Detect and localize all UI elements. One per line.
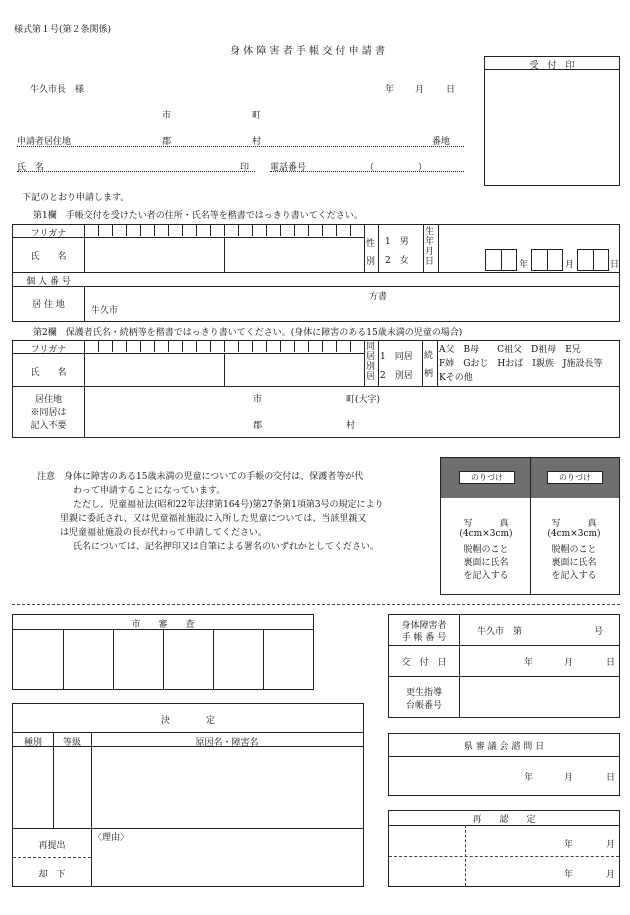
reception-stamp-box <box>484 56 620 186</box>
furigana-cell[interactable] <box>210 225 211 236</box>
photo-right-5: を記入する <box>551 571 597 581</box>
furigana-cell[interactable] <box>182 341 183 352</box>
page-title: 身 体 障 害 者 手 帳 交 付 申 請 書 <box>230 46 385 57</box>
decision-title: 決 定 <box>160 716 215 726</box>
address-mura: 村 <box>252 137 262 147</box>
sex-label: 性別 <box>366 239 376 267</box>
furigana-cell[interactable] <box>224 225 225 236</box>
furigana-cell[interactable] <box>350 225 351 236</box>
photo-left-5: を記入する <box>463 571 509 581</box>
ledger-label-1: 更生指導 <box>405 688 442 698</box>
address-gun: 郡 <box>162 137 172 147</box>
resubmit-label: 再提出 <box>38 841 66 851</box>
furigana-cell[interactable] <box>322 225 323 236</box>
note-line-2: わって申請することになっています。 <box>73 486 226 496</box>
guardian-furigana-boxes[interactable] <box>84 341 364 353</box>
cohabit-label: 同居別居 <box>366 342 376 382</box>
phone-label: 電話番号 <box>270 163 307 173</box>
date-month: 月 <box>415 85 425 95</box>
intro-text: 下記のとおり申請します。 <box>22 193 130 203</box>
recert-month-2: 月 <box>606 870 616 880</box>
cohabit-option[interactable]: 1 同居 <box>380 352 413 362</box>
seal-mark: 印 <box>240 163 250 173</box>
furigana-cell[interactable] <box>294 341 295 352</box>
furigana-cell[interactable] <box>280 341 281 352</box>
photo-left-2: (4cm×3cm) <box>459 529 513 539</box>
section2-table <box>12 340 620 438</box>
furigana-cell[interactable] <box>126 225 127 236</box>
glue-label-right: のりづけ <box>547 471 603 484</box>
katagaki-label: 方書 <box>369 292 388 302</box>
reason-label: 〈理由〉 <box>93 833 130 843</box>
issue-year: 年 <box>524 658 534 668</box>
council-day: 日 <box>606 773 616 783</box>
furigana-cell[interactable] <box>168 341 169 352</box>
furigana-cell[interactable] <box>280 225 281 236</box>
col-grade: 等級 <box>62 738 81 748</box>
photo-right-3: 脱帽のこと <box>551 545 597 555</box>
relation-options-1[interactable]: A父 B母 C祖父 D祖母 E兄 <box>439 345 581 355</box>
section2-heading: 第2欄 保護者氏名・続柄等を楷書ではっきり書いてください。(身体に障害のある15歳未満の児童の場合) <box>33 328 463 338</box>
handbook-no-label-2: 手 帳 番 号 <box>401 633 447 643</box>
reject-label: 却 下 <box>38 870 66 880</box>
furigana-cell[interactable] <box>224 341 225 352</box>
sex-male-option[interactable]: 1 男 <box>385 237 409 247</box>
furigana-cell[interactable] <box>182 225 183 236</box>
furigana-cell[interactable] <box>98 225 99 236</box>
furigana-cell[interactable] <box>252 225 253 236</box>
handbook-info-table <box>388 614 620 718</box>
cut-line <box>12 604 620 605</box>
furigana-cell[interactable] <box>168 225 169 236</box>
council-year: 年 <box>524 773 534 783</box>
furigana-cell[interactable] <box>322 341 323 352</box>
phone-field[interactable] <box>270 171 464 172</box>
phone-paren-close: ） <box>418 163 428 173</box>
birth-year-label: 年 <box>519 260 529 270</box>
addressee: 牛久市長 様 <box>30 85 85 95</box>
sex-female-option[interactable]: 2 女 <box>385 256 409 266</box>
section1-heading: 第1欄 手帳交付を受けたい者の住所・氏名等を楷書ではっきり書いてください。 <box>33 211 363 221</box>
furigana-cell[interactable] <box>210 341 211 352</box>
applicant-address-label: 申請者居住地 <box>17 137 72 147</box>
furigana-cell[interactable] <box>294 225 295 236</box>
furigana-cell[interactable] <box>350 341 351 352</box>
col-type: 種別 <box>23 738 42 748</box>
cohabit-note-1: ※同居は <box>30 408 67 418</box>
address-town: 町 <box>252 111 262 121</box>
furigana-cell[interactable] <box>154 341 155 352</box>
guardian-machi: 町(大字) <box>346 395 381 405</box>
council-month: 月 <box>564 773 574 783</box>
council-table <box>388 733 620 796</box>
furigana-cell[interactable] <box>336 225 337 236</box>
note-line-1: 注意 身体に障害のある15歳未満の児童についての手帳の交付は、保護者等が代 <box>37 472 364 482</box>
note-line-6: 氏名については、記名押印又は自筆による署名のいずれかとしてください。 <box>73 542 379 552</box>
photo-area <box>440 457 620 595</box>
stamp-label: 受 付 印 <box>529 61 575 71</box>
furigana-cell[interactable] <box>336 341 337 352</box>
guardian-mura: 村 <box>346 421 356 431</box>
photo-right-4: 裏面に氏名 <box>551 558 597 568</box>
birth-date-label: 生年月日 <box>425 227 435 267</box>
photo-left-1: 写 真 <box>463 519 509 529</box>
guardian-name-label: 氏 名 <box>30 368 67 378</box>
furigana-cell[interactable] <box>238 225 239 236</box>
guardian-furigana-label: フリガナ <box>30 345 67 355</box>
address-banchi: 番地 <box>432 137 451 147</box>
furigana-cell[interactable] <box>266 225 267 236</box>
furigana-cell[interactable] <box>98 341 99 352</box>
issue-date-label: 交 付 日 <box>401 658 447 668</box>
issue-month: 月 <box>564 658 574 668</box>
furigana-cell[interactable] <box>112 341 113 352</box>
photo-right-1: 写 真 <box>551 519 597 529</box>
council-title: 県 審 議 会 諮 問 日 <box>463 742 545 752</box>
furigana-cell[interactable] <box>196 225 197 236</box>
relation-label: 続柄 <box>424 351 434 379</box>
photo-left-3: 脱帽のこと <box>463 545 509 555</box>
date-year: 年 <box>385 85 395 95</box>
residence-city: 牛久市 <box>91 306 119 316</box>
guardian-residence-label: 居住地 <box>34 395 62 405</box>
photo-right-2: (4cm×3cm) <box>547 529 601 539</box>
relation-options-2[interactable]: F姉 Gおじ Hおば I親族 J施設長等 <box>439 359 603 369</box>
glue-label-left: のりづけ <box>459 471 515 484</box>
furigana-cell[interactable] <box>308 225 309 236</box>
furigana-cell[interactable] <box>308 341 309 352</box>
photo-left-4: 裏面に氏名 <box>463 558 509 568</box>
furigana-cell[interactable] <box>140 341 141 352</box>
handbook-city-prefix: 牛久市 第 <box>477 627 523 637</box>
section1-table <box>12 224 620 322</box>
furigana-cell[interactable] <box>112 225 113 236</box>
furigana-cell[interactable] <box>140 225 141 236</box>
recert-year-2: 年 <box>564 870 574 880</box>
furigana-cell[interactable] <box>196 341 197 352</box>
issue-day: 日 <box>606 658 616 668</box>
birth-month-label: 月 <box>565 260 575 270</box>
personal-number-label: 個 人 番 号 <box>26 277 71 287</box>
form-number: 様式第１号(第２条関係) <box>14 25 112 35</box>
decision-table <box>12 703 364 887</box>
address-field[interactable] <box>17 146 464 147</box>
relation-options-3[interactable]: Kその他 <box>439 373 473 383</box>
review-title: 市 審 査 <box>131 620 195 630</box>
furigana-boxes[interactable] <box>84 225 364 237</box>
ledger-label-2: 台帳番号 <box>405 701 442 711</box>
city-review-table <box>12 614 314 690</box>
recert-year-1: 年 <box>564 840 574 850</box>
furigana-cell[interactable] <box>126 341 127 352</box>
furigana-cell[interactable] <box>266 341 267 352</box>
date-day: 日 <box>446 85 456 95</box>
recert-month-1: 月 <box>606 840 616 850</box>
address-city: 市 <box>162 111 172 121</box>
residence-label: 居 住 地 <box>32 300 65 310</box>
applicant-name-label: 氏 名 <box>17 163 45 173</box>
furigana-label: フリガナ <box>30 229 67 239</box>
col-cause: 原因名・障害名 <box>195 738 259 748</box>
note-line-5: は児童福祉施設の長が代わって申請してください。 <box>60 528 267 538</box>
guardian-shi: 市 <box>253 395 263 405</box>
handbook-no-label-1: 身体障害者 <box>401 621 447 631</box>
furigana-cell[interactable] <box>252 341 253 352</box>
recert-title: 再 認 定 <box>472 815 536 825</box>
note-line-3: ただし、児童福祉法(昭和22年法律第164号)第27条第1項第3号の規定により <box>73 500 384 510</box>
birth-day-label: 日 <box>610 260 620 270</box>
applicant-name-field[interactable] <box>17 171 255 172</box>
cohabit-note-2: 記入不要 <box>30 421 67 431</box>
furigana-cell[interactable] <box>238 341 239 352</box>
recert-table <box>388 810 620 887</box>
name-label: 氏 名 <box>30 252 67 262</box>
separate-option[interactable]: 2 別居 <box>380 371 413 381</box>
guardian-gun: 郡 <box>253 421 263 431</box>
phone-paren-open: （ <box>365 163 375 173</box>
furigana-cell[interactable] <box>154 225 155 236</box>
handbook-go: 号 <box>594 627 604 637</box>
note-line-4: 里親に委託され、又は児童福祉施設に入所した児童については、当該里親又 <box>60 514 367 524</box>
